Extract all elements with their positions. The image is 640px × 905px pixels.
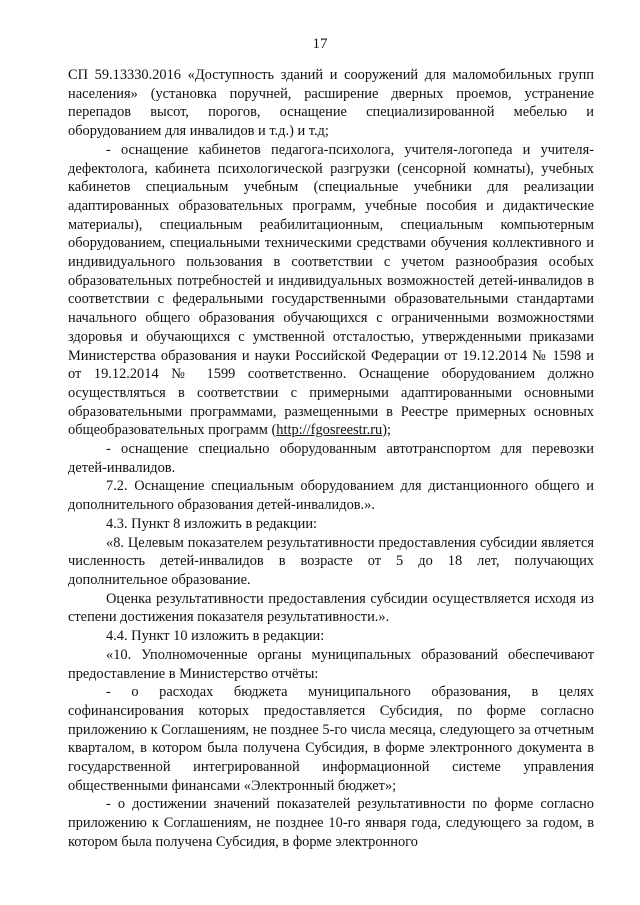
paragraph-0: СП 59.13330.2016 «Доступность зданий и сооружений для маломобильных групп населения» (установка поручней, расширение дверных проемов, устранение перепадов высот, порогов, оснащение специализированной мебелью и оборудованием для инвалидов и т.д.) и т.д; — [68, 67, 594, 140]
fgosreestr-link[interactable]: http://fgosreestr.ru — [276, 422, 383, 439]
paragraph-8: «10. Уполномоченные органы муниципальных образований обеспечивают предоставление в Министерство отчёты: — [68, 646, 594, 682]
paragraph-1-text: - оснащение кабинетов педагога-психолога, учителя-логопеда и учителя-дефектолога, кабинета психологической разгрузки (сенсорной комнаты), учебных кабинетов специальным учебным (специальные учебники для реализации адаптированных образовательных программ, учебные пособия и дидактические материалы), специальным реабилитационным, специальным компьютерным оборудованием, специальными техническими средствами обучения коллективного и индивидуального пользования в соответствии с учетом разнообразия особых образовательных потребностей и индивидуальных возможностей детей-инвалидов в соответствии с федеральными государственными образовательными стандартами начального общего образования обучающихся с ограниченными возможностями здоровья и обучающихся с умственной отсталостью, утвержденными приказами Министерства образования и науки Российской Федерации от 19.12.2014 № 1598 и от 19.12.2014 № 1599 соответственно. Оснащение оборудованием должно осуществляться в соответствии с примерными адаптированными основными образовательными программами, размещенными в Реестре примерных основных общеобразовательных программ ( — [68, 141, 594, 439]
paragraph-3: 7.2. Оснащение специальным оборудованием для дистанционного общего и дополнительного образования детей-инвалидов.». — [68, 478, 594, 514]
paragraph-5: «8. Целевым показателем результативности предоставления субсидии является численность детей-инвалидов в возрасте от 5 до 18 лет, получающих дополнительное образование. — [68, 534, 594, 588]
document-body — [68, 66, 594, 852]
paragraph-1-after: ); — [382, 422, 391, 439]
paragraph-1 — [68, 141, 594, 440]
paragraph-9: - о расходах бюджета муниципального образования, в целях софинансирования которых предоставляется Субсидия, по форме согласно приложению к Соглашениям, не позднее 5-го числа месяца, следующего за отчетным кварталом, в котором была получена Субсидия, в форме электронного документа в государственной интегрированной информационной системе управления общественными финансами «Электронный бюджет»; — [68, 684, 594, 794]
paragraph-2: - оснащение специально оборудованным автотранспортом для перевозки детей-инвалидов. — [68, 441, 594, 476]
paragraph-6: Оценка результативности предоставления субсидии осуществляется исходя из степени достижения показателя результативности.». — [68, 590, 594, 626]
paragraph-4: 4.3. Пункт 8 изложить в редакции: — [106, 515, 318, 532]
page-number: 17 — [312, 36, 328, 52]
paragraph-10: - о достижении значений показателей результативности по форме согласно приложению к Соглашениям, не позднее 10-го января года, следующего за годом, в котором была получена Субсидия, в форме электронного — [68, 796, 594, 850]
paragraph-7: 4.4. Пункт 10 изложить в редакции: — [106, 628, 325, 645]
